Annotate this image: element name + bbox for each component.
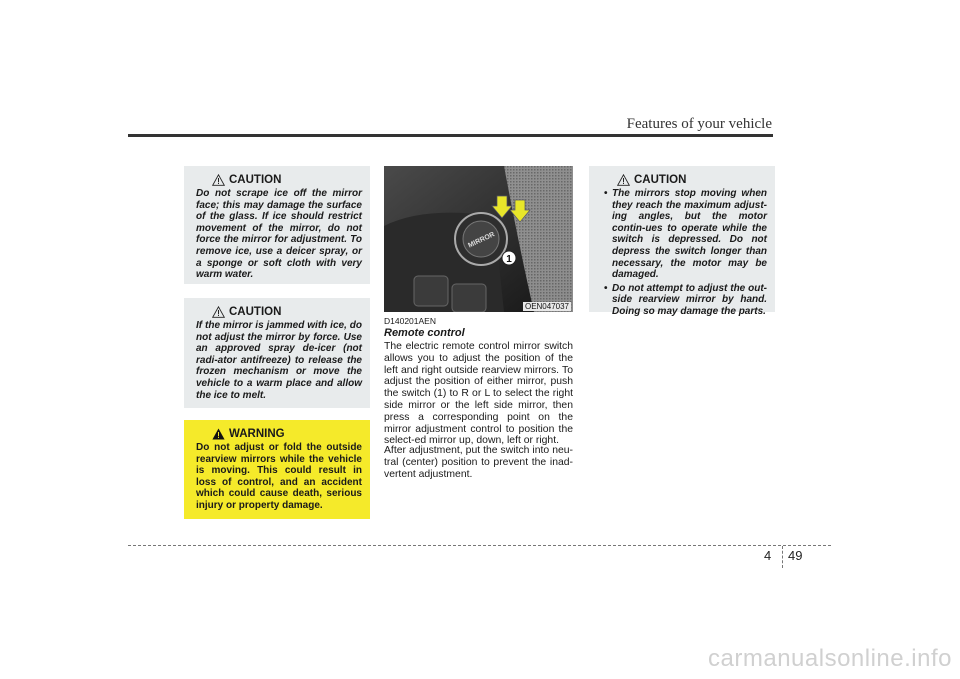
caution-body: If the mirror is jammed with ice, do not adjust the mirror by force. Use an approved spray de-icer (not radi-ator antifreeze) to release the frozen mechanism or move the vehicle to a warm place and allow the ice to melt. — [196, 320, 362, 401]
caution-list-item: • The mirrors stop moving when they reach the maximum adjust-ing angles, but the motor contin-ues to operate while the switch is depressed. Do not depress the switch longer than necessary, the motor may be damaged. — [601, 188, 767, 281]
page-number: 49 — [788, 548, 803, 563]
page-header-title: Features of your vehicle — [626, 116, 772, 132]
warning-box — [184, 420, 370, 519]
header-rule — [128, 134, 773, 137]
caution-title — [212, 174, 362, 186]
section-subhead: Remote control — [384, 327, 465, 339]
warning-title — [212, 428, 362, 440]
caution-triangle-icon — [212, 174, 225, 186]
caution-triangle-icon — [617, 174, 630, 186]
caution-body: Do not scrape ice off the mirror face; this may damage the surface of the glass. If ice should restrict movement of the mirror, do not force the mirror for adjustment. To remove ice, use a deicer spray, or a sponge or soft cloth with very warm water. — [196, 188, 362, 281]
photo-caption: OEN047037 — [524, 302, 569, 311]
mirror-switch-illustration — [384, 166, 573, 312]
mirror-switch-photo — [384, 166, 573, 312]
caution-title — [617, 174, 767, 186]
callout-number: 1 — [506, 254, 512, 265]
footer-rule — [128, 545, 831, 546]
page-separator — [782, 546, 783, 568]
body-paragraph: The electric remote control mirror switch allows you to adjust the position of the left and right outside rearview mirrors. To adjust the position of either mirror, push the switch (1) to R or L to select the right side mirror or the left side mirror, then press a corresponding point on the mirror adjustment control to position the select-ed mirror up, down, left or right. — [384, 341, 573, 447]
caution-triangle-icon — [212, 306, 225, 318]
caution-box-ice — [184, 166, 370, 284]
caution-box-jammed — [184, 298, 370, 408]
chapter-number: 4 — [764, 548, 772, 563]
caution-list-item: • Do not attempt to adjust the out-side rearview mirror by hand. Doing so may damage the parts. — [601, 283, 767, 318]
caution-title-text: CAUTION — [229, 174, 282, 186]
warning-body: Do not adjust or fold the outside rearview mirrors while the vehicle is moving. This could result in loss of control, and an accident which could cause death, serious injury or property damage. — [196, 442, 362, 511]
section-doc-id: D140201AEN — [384, 316, 436, 326]
switch-label: MIRROR — [467, 231, 496, 250]
caution-list — [601, 188, 767, 318]
caution-title-text: CAUTION — [229, 306, 282, 318]
warning-triangle-icon — [212, 428, 225, 440]
caution-box-motor — [589, 166, 775, 317]
warning-title-text: WARNING — [229, 428, 285, 440]
watermark: carmanualsonline.info — [708, 645, 952, 672]
body-paragraph: After adjustment, put the switch into neu-tral (center) position to prevent the inad-vertent adjustment. — [384, 445, 573, 480]
caution-title-text: CAUTION — [634, 174, 687, 186]
caution-title — [212, 306, 362, 318]
